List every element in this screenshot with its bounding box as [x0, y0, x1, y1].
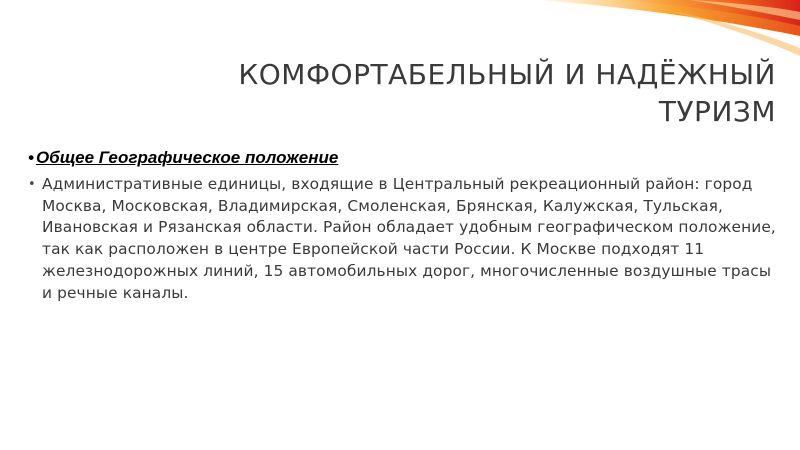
- body-text: Административные единицы, входящие в Центральный рекреационный район: город Москва, Московская, Владимирская, Смоленская, Брянская, Калужская, Тульская, Ивановская и Рязанская области. Район обладает удобным географическом положение, так как расположен в центре Европейской части России. К Москве подходят 11 железнодорожных линий, 15 автомобильных дорог, многочисленные воздушные трасы и речные каналы.: [42, 175, 776, 302]
- body-paragraph: [28, 174, 780, 304]
- slide-title: КОМФОРТАБЕЛЬНЫЙ И НАДЁЖНЫЙ ТУРИЗМ: [238, 58, 776, 128]
- corner-decoration: [540, 0, 800, 60]
- bullet-icon: •: [28, 148, 34, 167]
- section-heading: [28, 148, 780, 168]
- section-heading-text: Общее Географическое положение: [35, 148, 339, 167]
- slide-content: [28, 148, 780, 304]
- bullet-icon: •: [28, 177, 36, 192]
